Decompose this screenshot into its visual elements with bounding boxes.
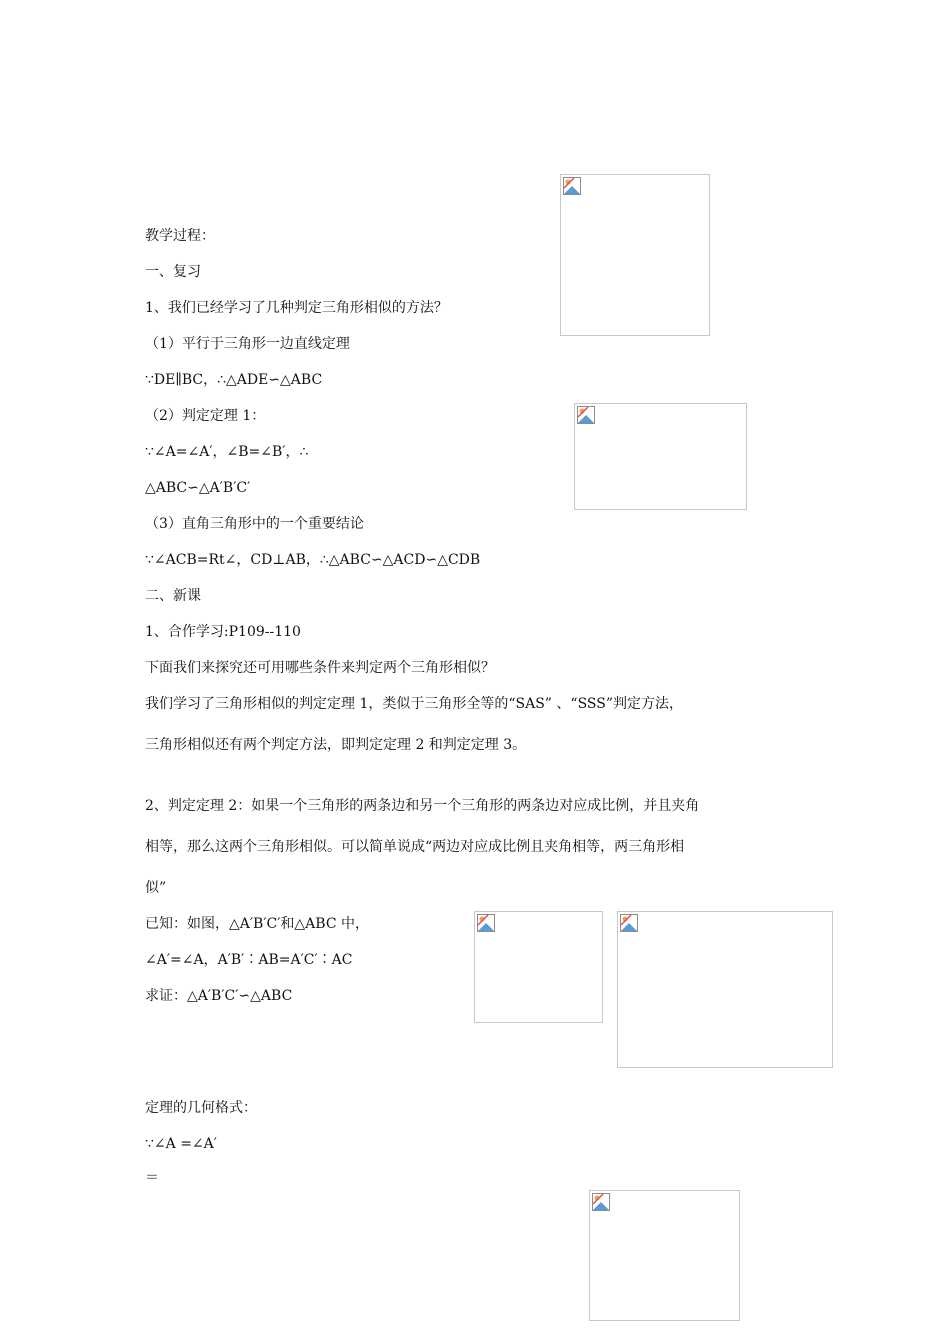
figure-image-4	[617, 911, 833, 1068]
figure-image-1	[560, 174, 710, 336]
text-line: 已知：如图，△A′B′C′和△ABC 中，	[145, 916, 369, 932]
text-line-new-lesson: 二、新课	[145, 588, 201, 604]
text-line: ∵∠A=∠A′，∠B=∠B′，∴	[145, 444, 309, 460]
text-line: 三角形相似还有两个判定方法，即判定定理 2 和判定定理 3。	[145, 737, 527, 753]
broken-image-icon	[577, 406, 595, 424]
text-line: 相等，那么这两个三角形相似。可以简单说成“两边对应成比例且夹角相等，两三角形相	[145, 839, 685, 855]
broken-image-icon	[592, 1193, 610, 1211]
text-line: ∵DE∥BC，∴△ADE∽△ABC	[145, 372, 323, 388]
text-line: 下面我们来探究还可用哪些条件来判定两个三角形相似？	[145, 660, 495, 676]
text-line: 1、合作学习:P109--110	[145, 624, 301, 640]
text-line: （2）判定定理 1：	[145, 408, 266, 424]
text-line: （1）平行于三角形一边直线定理	[145, 336, 350, 352]
text-line: 我们学习了三角形相似的判定定理 1，类似于三角形全等的“SAS” 、“SSS”判定方法，	[145, 696, 684, 712]
text-line-review: 一、复习	[145, 264, 201, 280]
text-line: △ABC∽△A′B′C′	[145, 480, 251, 496]
figure-image-5	[589, 1190, 740, 1321]
broken-image-icon	[563, 177, 581, 195]
text-line: ＝	[145, 1170, 159, 1186]
broken-image-icon	[620, 914, 638, 932]
text-line-heading: 教学过程：	[145, 228, 215, 244]
text-line: 1、我们已经学习了几种判定三角形相似的方法？	[145, 300, 448, 316]
text-line: 求证：△A′B′C′∽△ABC	[145, 988, 293, 1004]
text-line: ∵∠A =∠A′	[145, 1136, 217, 1152]
text-line: 似”	[145, 880, 167, 896]
figure-image-3	[474, 911, 603, 1023]
text-line: ∠A′=∠A，A′B′∶AB=A′C′∶AC	[145, 952, 353, 968]
figure-image-2	[574, 403, 747, 510]
text-line: （3）直角三角形中的一个重要结论	[145, 516, 364, 532]
text-line: 定理的几何格式：	[145, 1100, 257, 1116]
broken-image-icon	[477, 914, 495, 932]
text-line: 2、判定定理 2：如果一个三角形的两条边和另一个三角形的两条边对应成比例，并且夹角	[145, 798, 700, 814]
text-line: ∵∠ACB=Rt∠，CD⊥AB，∴△ABC∽△ACD∽△CDB	[145, 552, 481, 568]
